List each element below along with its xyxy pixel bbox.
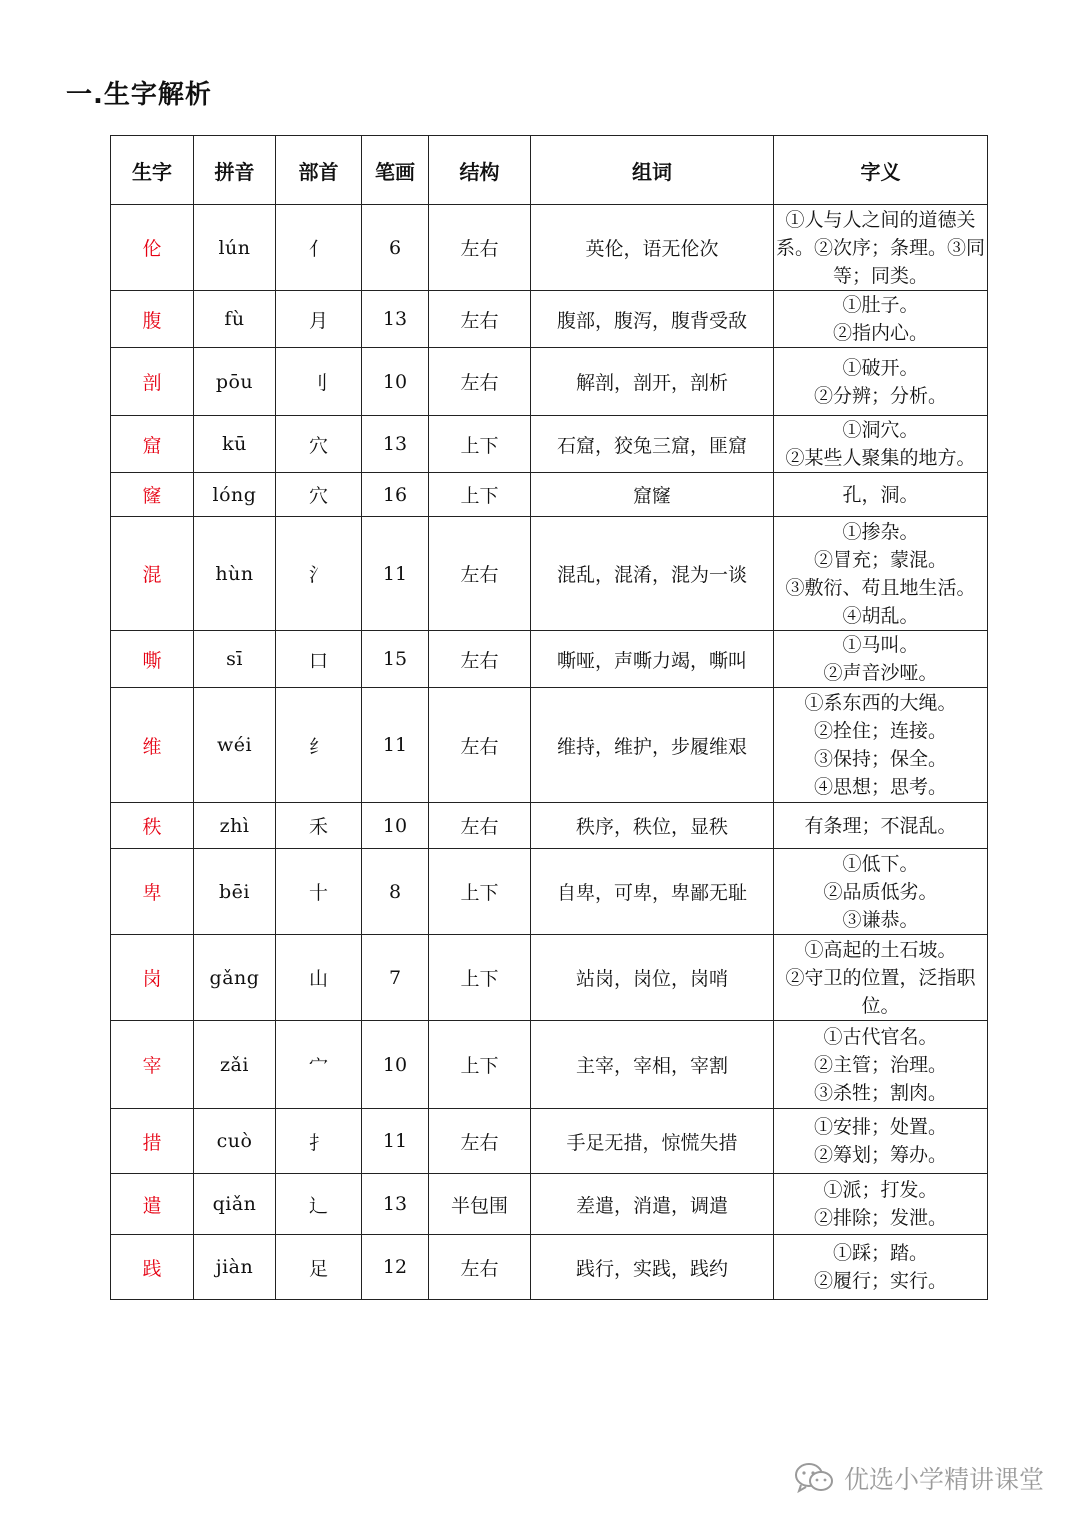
row-radical: 宀 bbox=[276, 1021, 362, 1109]
header-structure: 结构 bbox=[429, 136, 531, 205]
table-row bbox=[111, 631, 988, 688]
row-structure: 左右 bbox=[429, 631, 531, 688]
table-row bbox=[111, 473, 988, 517]
header-pinyin: 拼音 bbox=[194, 136, 276, 205]
row-pinyin: lún bbox=[194, 205, 276, 291]
row-pinyin: lóng bbox=[194, 473, 276, 517]
row-char: 践 bbox=[111, 1235, 194, 1300]
row-meaning: ①破开。 ②分辨；分析。 bbox=[774, 348, 988, 416]
row-radical: 禾 bbox=[276, 803, 362, 849]
row-pinyin: sī bbox=[194, 631, 276, 688]
row-char: 措 bbox=[111, 1109, 194, 1174]
row-meaning: ①肚子。 ②指内心。 bbox=[774, 291, 988, 348]
row-structure: 左右 bbox=[429, 1109, 531, 1174]
row-strokes: 6 bbox=[362, 205, 429, 291]
row-structure: 左右 bbox=[429, 348, 531, 416]
row-strokes: 10 bbox=[362, 803, 429, 849]
table-row bbox=[111, 849, 988, 935]
header-radical: 部首 bbox=[276, 136, 362, 205]
row-meaning: ①系东西的大绳。 ②拴住；连接。 ③保持；保全。 ④思想；思考。 bbox=[774, 688, 988, 803]
table-row bbox=[111, 1235, 988, 1300]
row-radical: 氵 bbox=[276, 517, 362, 631]
row-char: 岗 bbox=[111, 935, 194, 1021]
row-meaning: ①古代官名。 ②主管；治理。 ③杀牲；割肉。 bbox=[774, 1021, 988, 1109]
row-radical: 足 bbox=[276, 1235, 362, 1300]
row-strokes: 13 bbox=[362, 1174, 429, 1235]
row-meaning: ①人与人之间的道德关系。②次序；条理。③同等；同类。 bbox=[774, 205, 988, 291]
watermark bbox=[794, 1460, 1044, 1496]
row-pinyin: cuò bbox=[194, 1109, 276, 1174]
row-meaning: 孔，洞。 bbox=[774, 473, 988, 517]
row-structure: 左右 bbox=[429, 291, 531, 348]
row-radical: 十 bbox=[276, 849, 362, 935]
row-char: 遣 bbox=[111, 1174, 194, 1235]
row-radical: 刂 bbox=[276, 348, 362, 416]
row-pinyin: kū bbox=[194, 416, 276, 473]
row-pinyin: gǎng bbox=[194, 935, 276, 1021]
table-body bbox=[111, 205, 988, 1300]
row-words: 秩序，秩位，显秩 bbox=[531, 803, 774, 849]
table-row bbox=[111, 1174, 988, 1235]
row-char: 嘶 bbox=[111, 631, 194, 688]
table-row bbox=[111, 935, 988, 1021]
row-strokes: 10 bbox=[362, 348, 429, 416]
row-radical: 辶 bbox=[276, 1174, 362, 1235]
row-char: 卑 bbox=[111, 849, 194, 935]
row-meaning: ①掺杂。 ②冒充；蒙混。 ③敷衍、苟且地生活。 ④胡乱。 bbox=[774, 517, 988, 631]
header-words: 组词 bbox=[531, 136, 774, 205]
row-char: 窟 bbox=[111, 416, 194, 473]
row-strokes: 13 bbox=[362, 291, 429, 348]
row-meaning: ①洞穴。 ②某些人聚集的地方。 bbox=[774, 416, 988, 473]
row-words: 腹部，腹泻，腹背受敌 bbox=[531, 291, 774, 348]
table-row bbox=[111, 416, 988, 473]
row-radical: 亻 bbox=[276, 205, 362, 291]
row-radical: 纟 bbox=[276, 688, 362, 803]
row-strokes: 16 bbox=[362, 473, 429, 517]
row-words: 解剖，剖开，剖析 bbox=[531, 348, 774, 416]
row-words: 手足无措，惊慌失措 bbox=[531, 1109, 774, 1174]
row-pinyin: hùn bbox=[194, 517, 276, 631]
row-words: 窟窿 bbox=[531, 473, 774, 517]
row-meaning: ①马叫。 ②声音沙哑。 bbox=[774, 631, 988, 688]
header-char: 生字 bbox=[111, 136, 194, 205]
row-char: 伦 bbox=[111, 205, 194, 291]
row-structure: 上下 bbox=[429, 473, 531, 517]
row-structure: 上下 bbox=[429, 935, 531, 1021]
row-words: 石窟，狡兔三窟，匪窟 bbox=[531, 416, 774, 473]
row-words: 践行，实践，践约 bbox=[531, 1235, 774, 1300]
row-pinyin: qiǎn bbox=[194, 1174, 276, 1235]
row-pinyin: wéi bbox=[194, 688, 276, 803]
row-strokes: 10 bbox=[362, 1021, 429, 1109]
row-structure: 左右 bbox=[429, 688, 531, 803]
row-words: 差遣，消遣，调遣 bbox=[531, 1174, 774, 1235]
row-pinyin: pōu bbox=[194, 348, 276, 416]
row-words: 自卑，可卑，卑鄙无耻 bbox=[531, 849, 774, 935]
row-char: 混 bbox=[111, 517, 194, 631]
table-row bbox=[111, 517, 988, 631]
row-meaning: ①高起的土石坡。 ②守卫的位置，泛指职位。 bbox=[774, 935, 988, 1021]
row-structure: 上下 bbox=[429, 1021, 531, 1109]
row-radical: 山 bbox=[276, 935, 362, 1021]
row-meaning: ①派；打发。 ②排除；发泄。 bbox=[774, 1174, 988, 1235]
row-structure: 左右 bbox=[429, 517, 531, 631]
row-words: 主宰，宰相，宰割 bbox=[531, 1021, 774, 1109]
row-strokes: 13 bbox=[362, 416, 429, 473]
row-words: 混乱，混淆，混为一谈 bbox=[531, 517, 774, 631]
header-meaning: 字义 bbox=[774, 136, 988, 205]
table-row bbox=[111, 205, 988, 291]
row-strokes: 11 bbox=[362, 688, 429, 803]
row-strokes: 12 bbox=[362, 1235, 429, 1300]
row-structure: 半包围 bbox=[429, 1174, 531, 1235]
row-char: 秩 bbox=[111, 803, 194, 849]
row-structure: 左右 bbox=[429, 205, 531, 291]
table-row bbox=[111, 688, 988, 803]
row-char: 窿 bbox=[111, 473, 194, 517]
row-radical: 月 bbox=[276, 291, 362, 348]
row-meaning: ①安排；处置。 ②筹划；筹办。 bbox=[774, 1109, 988, 1174]
table-row bbox=[111, 348, 988, 416]
row-structure: 上下 bbox=[429, 849, 531, 935]
row-meaning: ①踩；踏。 ②履行；实行。 bbox=[774, 1235, 988, 1300]
row-pinyin: zhì bbox=[194, 803, 276, 849]
table-row bbox=[111, 1109, 988, 1174]
table-row bbox=[111, 291, 988, 348]
row-strokes: 11 bbox=[362, 517, 429, 631]
table-row bbox=[111, 803, 988, 849]
row-words: 嘶哑，声嘶力竭，嘶叫 bbox=[531, 631, 774, 688]
row-pinyin: zǎi bbox=[194, 1021, 276, 1109]
row-strokes: 8 bbox=[362, 849, 429, 935]
row-meaning: 有条理；不混乱。 bbox=[774, 803, 988, 849]
row-pinyin: fù bbox=[194, 291, 276, 348]
row-char: 维 bbox=[111, 688, 194, 803]
row-radical: 口 bbox=[276, 631, 362, 688]
row-pinyin: jiàn bbox=[194, 1235, 276, 1300]
table-header-row bbox=[111, 136, 988, 205]
row-words: 维持，维护，步履维艰 bbox=[531, 688, 774, 803]
row-radical: 穴 bbox=[276, 416, 362, 473]
watermark-text: 优选小学精讲课堂 bbox=[843, 1465, 1044, 1494]
page-title: 一.生字解析 bbox=[66, 80, 212, 110]
row-radical: 扌 bbox=[276, 1109, 362, 1174]
row-strokes: 11 bbox=[362, 1109, 429, 1174]
row-pinyin: bēi bbox=[194, 849, 276, 935]
row-char: 剖 bbox=[111, 348, 194, 416]
character-table bbox=[110, 135, 988, 1300]
row-char: 宰 bbox=[111, 1021, 194, 1109]
row-strokes: 15 bbox=[362, 631, 429, 688]
table-row bbox=[111, 1021, 988, 1109]
row-structure: 上下 bbox=[429, 416, 531, 473]
wechat-icon bbox=[794, 1461, 834, 1495]
row-strokes: 7 bbox=[362, 935, 429, 1021]
row-words: 站岗，岗位，岗哨 bbox=[531, 935, 774, 1021]
row-radical: 穴 bbox=[276, 473, 362, 517]
row-char: 腹 bbox=[111, 291, 194, 348]
row-words: 英伦，语无伦次 bbox=[531, 205, 774, 291]
header-strokes: 笔画 bbox=[362, 136, 429, 205]
row-structure: 左右 bbox=[429, 803, 531, 849]
row-meaning: ①低下。 ②品质低劣。 ③谦恭。 bbox=[774, 849, 988, 935]
row-structure: 左右 bbox=[429, 1235, 531, 1300]
